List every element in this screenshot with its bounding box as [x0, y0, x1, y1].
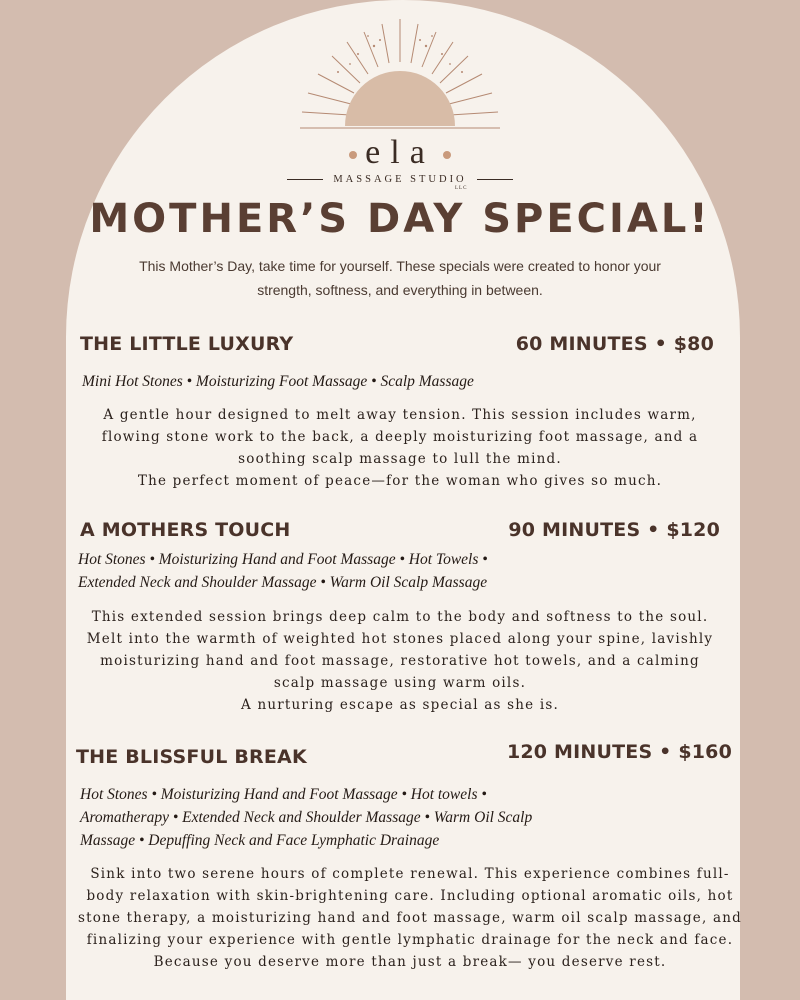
service-price: 60 MINUTES • $80: [515, 333, 714, 355]
service-price: 90 MINUTES • $120: [508, 519, 720, 541]
page-title: MOTHER’S DAY SPECIAL!: [89, 196, 711, 242]
intro-text: This Mother’s Day, take time for yourself. These specials were created to honor your strength, softness, and everything in between.: [139, 258, 661, 298]
brand-suffix: LLC: [455, 186, 468, 191]
service-name: THE BLISSFUL BREAK: [76, 746, 307, 768]
service-description-body: Sink into two serene hours of complete renewal. This experience combines full-body relaxation with skin-brightening care. Including optional aromatic oils, hot stone therapy, a moisturizing hand and foot massage, warm oil scalp massage, and finalizing your experience with gentle lymphatic drainage for the neck and face.: [78, 866, 742, 948]
service-description-body: A gentle hour designed to melt away tension. This session includes warm, flowing stone work to the back, a deeply moisturizing foot massage, and a soothing scalp massage to lull the mind.: [101, 407, 699, 467]
service-tagline: Because you deserve more than just a break— you deserve rest.: [153, 954, 667, 970]
service-name: A MOTHERS TOUCH: [80, 519, 291, 541]
service-tagline: A nurturing escape as special as she is.: [241, 697, 559, 713]
brand-name: ela: [365, 134, 435, 171]
accent-dot-right: [443, 151, 451, 159]
service-price: 120 MINUTES • $160: [506, 741, 732, 763]
service-description: [78, 606, 722, 716]
service-name: THE LITTLE LUXURY: [80, 333, 294, 355]
brand-logo: [0, 133, 800, 173]
service-description-body: This extended session brings deep calm to the body and softness to the soul. Melt into the warmth of weighted hot stones placed along your spine, lavishly moisturizing hand and foot massage, restorative hot towels, and a calming scalp massage using warm oils.: [86, 609, 714, 691]
service-items: Hot Stones • Moisturizing Hand and Foot Massage • Hot Towels • Extended Neck and Shoulder Massage • Warm Oil Scalp Massage: [78, 551, 488, 591]
service-items: Mini Hot Stones • Moisturizing Foot Massage • Scalp Massage: [82, 373, 474, 390]
divider-line-right: [477, 179, 513, 180]
sun-logo-icon: [290, 14, 510, 134]
service-description: [78, 863, 742, 973]
brand-subtitle-row: [0, 174, 800, 185]
service-items: Hot Stones • Moisturizing Hand and Foot Massage • Hot towels • Aromatherapy • Extended Neck and Shoulder Massage • Warm Oil Scalp Massage • Depuffing Neck and Face Lymphatic Drainage: [80, 786, 533, 849]
brand-subtitle: MASSAGE STUDIO: [333, 174, 467, 185]
accent-dot-left: [349, 151, 357, 159]
service-description: [78, 404, 722, 492]
divider-line-left: [287, 179, 323, 180]
service-tagline: The perfect moment of peace—for the woman who gives so much.: [137, 473, 663, 489]
